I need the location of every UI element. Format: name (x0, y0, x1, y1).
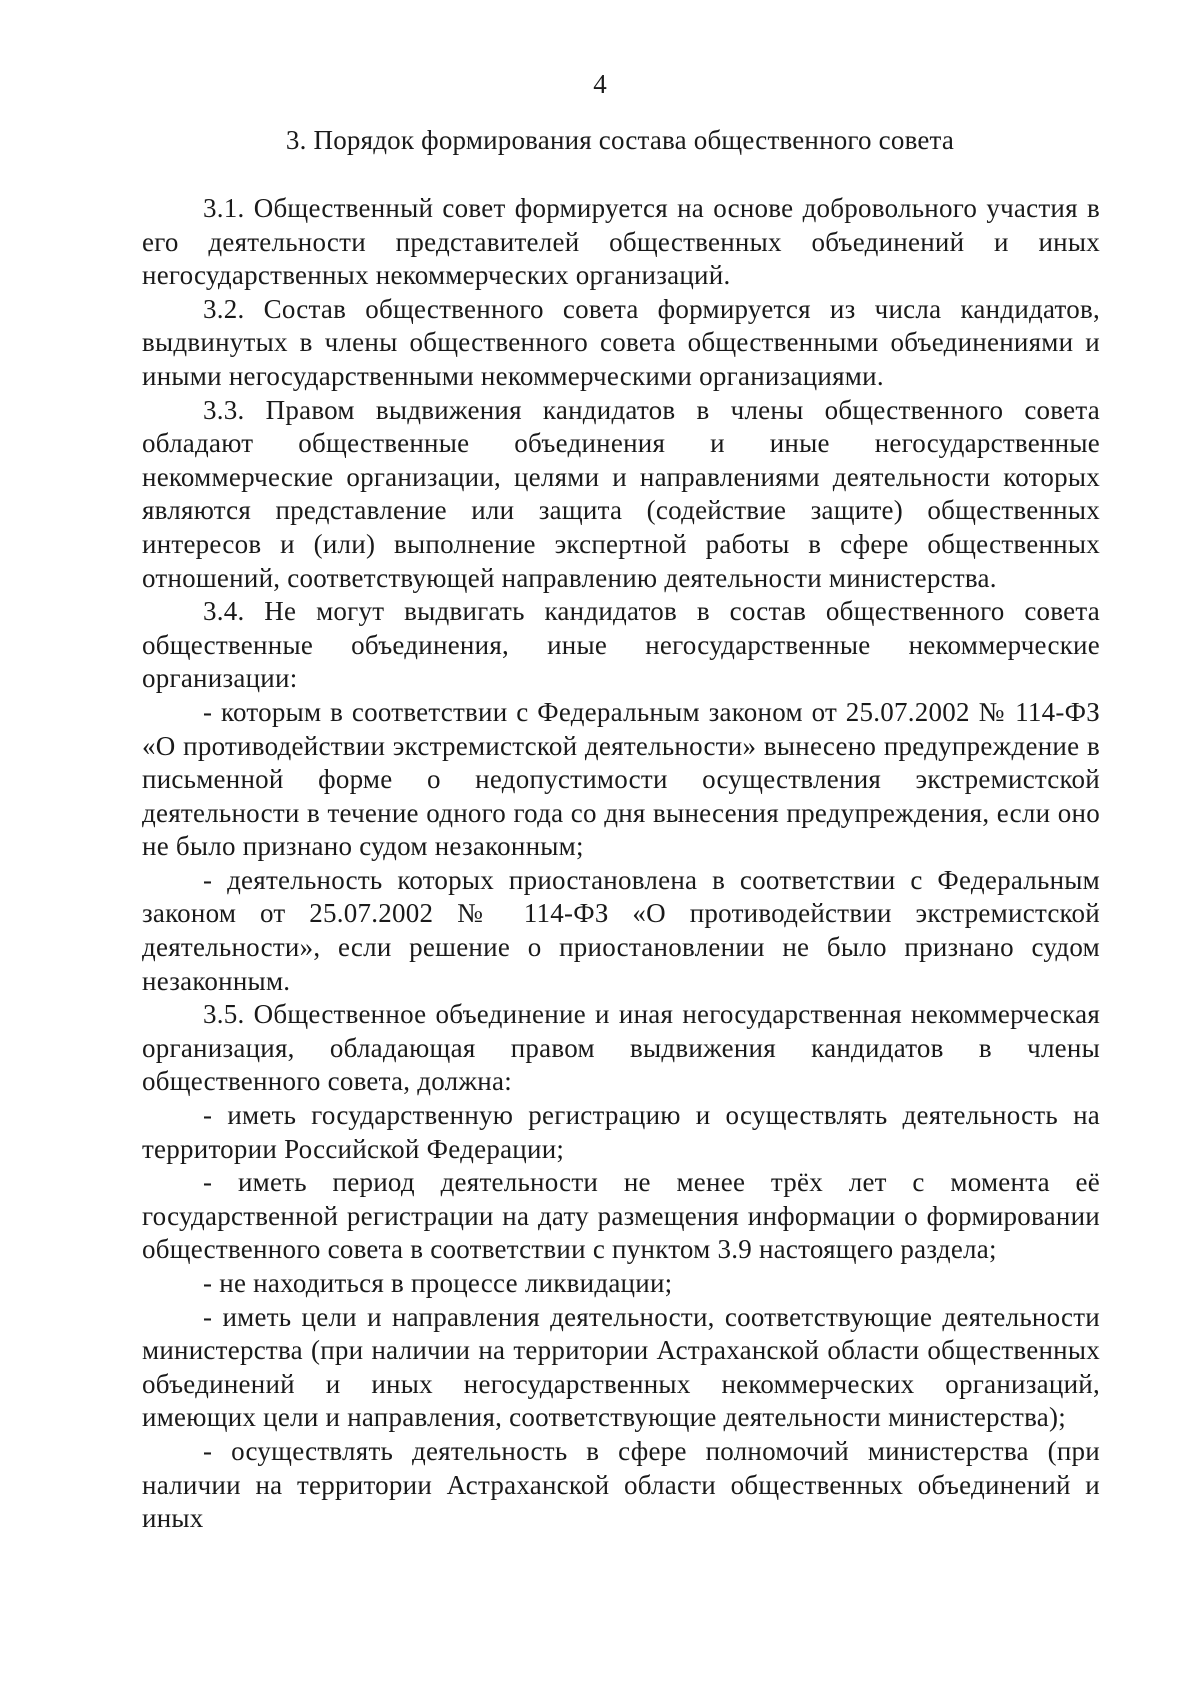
paragraph-3-5: 3.5. Общественное объединение и иная негосударственная некоммерческая организация, обладающая правом выдвижения кандидатов в члены общественного совета, должна: (142, 999, 1100, 1097)
list-item-competence: - осуществлять деятельность в сфере полномочий министерства (при наличии на территории Астраханской области общественных объединений и иных (142, 1435, 1100, 1534)
list-item-registration: - иметь государственную регистрацию и осуществлять деятельность на территории Российской Федерации; (142, 1100, 1100, 1164)
paragraph-3-4: 3.4. Не могут выдвигать кандидатов в состав общественного совета общественные объединения, иные негосударственные некоммерческие организации: (142, 596, 1100, 694)
document-body (142, 192, 1100, 1536)
list-item-not-liquidating: - не находиться в процессе ликвидации; (203, 1268, 673, 1298)
list-item-goals: - иметь цели и направления деятельности, соответствующие деятельности министерства (при наличии на территории Астраханской области общественных объединений и иных негосударственных некоммерческих организаций, имеющих цели и направления, соответствующие деятельности министерства); (142, 1301, 1100, 1433)
section-title: 3. Порядок формирования состава общественного совета (285, 125, 955, 155)
paragraph-3-1: 3.1. Общественный совет формируется на основе добровольного участия в его деятельности представителей общественных объединений и иных негосударственных некоммерческих организаций. (142, 193, 1100, 291)
page-number: 4 (593, 69, 607, 99)
list-item-activity-period: - иметь период деятельности не менее трёх лет с момента её государственной регистрации на дату размещения информации о формировании общественного совета в соответствии с пунктом 3.9 настоящего раздела; (142, 1167, 1100, 1265)
list-item-warning: - которым в соответствии с Федеральным законом от 25.07.2002 № 114-ФЗ «О противодействии экстремистской деятельности» вынесено предупреждение в письменной форме о недопустимости осуществления экстремистской деятельности в течение одного года со дня вынесения предупреждения, если оно не было признано судом незаконным; (142, 696, 1100, 862)
paragraph-3-3: 3.3. Правом выдвижения кандидатов в члены общественного совета обладают общественные объединения и иные негосударственные некоммерческие организации, целями и направлениями деятельности которых являются представление или защита (содействие защите) общественных интересов и (или) выполнение экспертной работы в сфере общественных отношений, соответствующей направлению деятельности министерства. (142, 394, 1100, 593)
list-item-suspended: - деятельность которых приостановлена в соответствии с Федеральным законом от 25.07.2002 № 114-ФЗ «О противодействии экстремистской деятельности», если решение о приостановлении не было признано судом незаконным. (142, 864, 1100, 996)
paragraph-3-2: 3.2. Состав общественного совета формируется из числа кандидатов, выдвинутых в члены общественного совета общественными объединениями и иными негосударственными некоммерческими организациями. (142, 293, 1100, 391)
